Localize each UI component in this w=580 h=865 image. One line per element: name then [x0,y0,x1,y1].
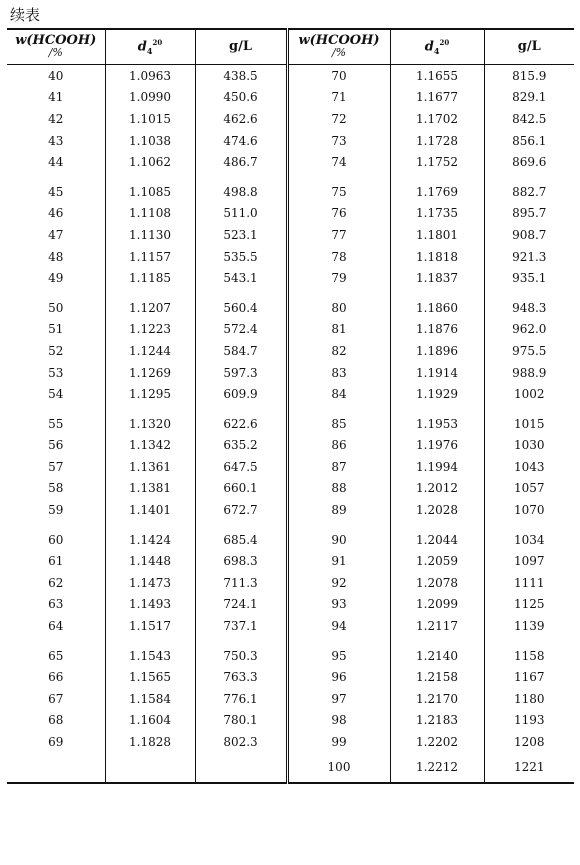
table-cell: 1.0963 [105,65,195,87]
table-cell: 62 [48,575,64,590]
table-cell: 40 [48,68,64,83]
table-row [7,181,574,203]
table-cell: 54 [48,387,64,402]
table-cell: 486.7 [195,151,287,173]
table-cell: 75 [287,181,390,203]
table-cell: 948.3 [484,297,574,319]
table-cell: 672.7 [195,499,287,521]
table-cell: 975.5 [484,340,574,362]
table-cell [484,405,574,413]
table-cell: 63 [48,597,64,612]
table-cell: 535.5 [195,246,287,268]
table-cell: 43 [48,133,64,148]
table-row [7,688,574,710]
table-cell: 1.1473 [105,572,195,594]
table-cell: 66 [48,670,64,685]
table-cell: 1208 [484,731,574,753]
table-cell: 1.1953 [390,413,484,435]
table-row [7,297,574,319]
table-row [7,666,574,688]
table-row [7,413,574,435]
table-cell [287,173,390,181]
table-cell: 1.1837 [390,267,484,289]
table-row [7,203,574,225]
table-cell: 72 [287,108,390,130]
header-gl-left: g/L [195,29,287,65]
table-cell: 584.7 [195,340,287,362]
table-cell: 90 [287,529,390,551]
table-cell: 572.4 [195,319,287,341]
table-cell: 1.1543 [105,645,195,667]
table-cell: 91 [287,550,390,572]
table-cell: 988.9 [484,362,574,384]
table-cell: 1.2140 [390,645,484,667]
table-cell: 1139 [484,615,574,637]
table-cell: 1097 [484,550,574,572]
table-row [7,572,574,594]
table-cell: 83 [287,362,390,384]
table-cell: 1.2059 [390,550,484,572]
table-cell: 73 [287,130,390,152]
table-cell: 869.6 [484,151,574,173]
table-row [7,456,574,478]
density-table [7,28,574,784]
table-cell: 80 [287,297,390,319]
table-cell: 1.1655 [390,65,484,87]
table-cell: 1043 [484,456,574,478]
table-cell [7,289,105,297]
table-cell: 1.1801 [390,224,484,246]
table-row [7,615,574,637]
table-cell: 60 [48,532,64,547]
table-cell: 50 [48,300,64,315]
table-row [7,319,574,341]
table-cell: 1221 [484,753,574,783]
table-cell: 1.1728 [390,130,484,152]
table-cell: 1.1584 [105,688,195,710]
table-cell: 597.3 [195,362,287,384]
table-cell [195,173,287,181]
table-cell: 908.7 [484,224,574,246]
table-cell: 1.1157 [105,246,195,268]
table-cell: 462.6 [195,108,287,130]
table-cell: 1.1085 [105,181,195,203]
table-cell [390,173,484,181]
table-cell: 1.1448 [105,550,195,572]
table-cell: 609.9 [195,383,287,405]
table-cell: 1.1769 [390,181,484,203]
table-cell: 44 [48,155,64,170]
table-cell: 1015 [484,413,574,435]
table-row [7,65,574,87]
table-cell: 41 [48,90,64,105]
table-cell [7,173,105,181]
table-cell: 45 [48,184,64,199]
table-cell: 750.3 [195,645,287,667]
table-cell: 46 [48,206,64,221]
table-cell: 1193 [484,710,574,732]
table-row [7,340,574,362]
table-cell: 1.2183 [390,710,484,732]
table-cell: 1.1994 [390,456,484,478]
table-cell [390,637,484,645]
table-cell [287,289,390,297]
table-cell: 86 [287,435,390,457]
table-cell [195,521,287,529]
table-cell: 53 [48,365,64,380]
table-cell: 56 [48,438,64,453]
table-cell: 1.1062 [105,151,195,173]
table-cell: 92 [287,572,390,594]
table-body [7,65,574,783]
table-cell: 89 [287,499,390,521]
table-cell: 1030 [484,435,574,457]
table-cell: 737.1 [195,615,287,637]
table-cell: 1.1876 [390,319,484,341]
table-caption: 续表 [10,6,41,24]
table-cell: 829.1 [484,87,574,109]
table-cell [287,521,390,529]
table-cell: 71 [287,87,390,109]
table-cell [105,637,195,645]
table-cell: 1.2158 [390,666,484,688]
table-cell [484,173,574,181]
row-group-gap [7,405,574,413]
table-cell: 1.1752 [390,151,484,173]
table-cell: 1.1976 [390,435,484,457]
table-row [7,645,574,667]
table-cell: 65 [48,648,64,663]
table-cell: 780.1 [195,710,287,732]
table-cell: 97 [287,688,390,710]
table-row [7,362,574,384]
table-cell [7,521,105,529]
table-cell [195,289,287,297]
table-cell: 1.2202 [390,731,484,753]
table-cell: 1.1565 [105,666,195,688]
table-cell: 1.1342 [105,435,195,457]
table-cell: 1180 [484,688,574,710]
table-cell: 685.4 [195,529,287,551]
table-cell: 99 [287,731,390,753]
table-cell: 724.1 [195,594,287,616]
table-cell: 1.1424 [105,529,195,551]
table-row [7,108,574,130]
table-cell: 1.2012 [390,478,484,500]
table-cell: 1.1517 [105,615,195,637]
table-cell [390,289,484,297]
table-cell [7,405,105,413]
row-group-gap [7,637,574,645]
table-cell: 1.1828 [105,731,195,753]
table-cell: 560.4 [195,297,287,319]
table-cell: 1.2212 [390,753,484,783]
table-row [7,478,574,500]
table-cell [484,637,574,645]
table-cell [287,405,390,413]
table-cell: 1070 [484,499,574,521]
table-row [7,710,574,732]
table-cell [484,289,574,297]
table-cell [105,405,195,413]
table-cell: 96 [287,666,390,688]
table-cell: 622.6 [195,413,287,435]
table-cell: 67 [48,691,64,706]
header-density-left: $d_4^{20}$ [105,29,195,65]
table-cell: 57 [48,459,64,474]
table-cell: 1.1860 [390,297,484,319]
table-cell: 543.1 [195,267,287,289]
table-cell: 1.2044 [390,529,484,551]
table-cell: 76 [287,203,390,225]
table-cell: 842.5 [484,108,574,130]
table-row-final [7,753,574,783]
table-cell: 1.1929 [390,383,484,405]
table-cell: 698.3 [195,550,287,572]
table-cell [7,753,105,783]
table-row [7,87,574,109]
header-mass-fraction-left: w(HCOOH) /% [7,29,105,65]
table-cell: 498.8 [195,181,287,203]
table-cell: 59 [48,503,64,518]
table-cell: 1.1130 [105,224,195,246]
table-header [7,29,574,65]
table-cell: 84 [287,383,390,405]
table-cell: 647.5 [195,456,287,478]
table-cell: 962.0 [484,319,574,341]
table-cell: 42 [48,111,64,126]
table-cell [195,753,287,783]
header-density-right: $d_4^{20}$ [390,29,484,65]
table-cell: 1.1295 [105,383,195,405]
table-cell: 474.6 [195,130,287,152]
table-cell: 78 [287,246,390,268]
table-row [7,151,574,173]
table-row [7,529,574,551]
header-mass-fraction-right: w(HCOOH) /% [287,29,390,65]
table-row [7,267,574,289]
table-cell: 88 [287,478,390,500]
table-row [7,435,574,457]
table-cell: 87 [287,456,390,478]
table-cell: 1002 [484,383,574,405]
table-cell: 47 [48,227,64,242]
table-cell: 51 [48,322,64,337]
table-cell: 856.1 [484,130,574,152]
table-cell: 1.1108 [105,203,195,225]
row-group-gap [7,521,574,529]
table-cell: 1.2170 [390,688,484,710]
table-cell: 61 [48,554,64,569]
table-cell: 763.3 [195,666,287,688]
table-cell: 77 [287,224,390,246]
table-cell: 660.1 [195,478,287,500]
table-cell: 70 [287,65,390,87]
table-cell: 85 [287,413,390,435]
table-cell [105,289,195,297]
table-cell: 1034 [484,529,574,551]
table-cell: 711.3 [195,572,287,594]
table-cell: 935.1 [484,267,574,289]
table-cell [7,637,105,645]
table-cell: 1.1493 [105,594,195,616]
table-cell: 81 [287,319,390,341]
table-cell: 93 [287,594,390,616]
table-cell: 1.1269 [105,362,195,384]
table-cell: 95 [287,645,390,667]
header-gl-right: g/L [484,29,574,65]
table-cell: 48 [48,249,64,264]
table-row [7,594,574,616]
table-cell: 1111 [484,572,574,594]
table-cell: 1.0990 [105,87,195,109]
table-cell: 1.1677 [390,87,484,109]
table-row [7,550,574,572]
table-row [7,224,574,246]
table-cell [105,753,195,783]
table-cell: 523.1 [195,224,287,246]
table-cell: 1.2099 [390,594,484,616]
table-cell: 776.1 [195,688,287,710]
table-cell: 1.1735 [390,203,484,225]
table-cell: 895.7 [484,203,574,225]
table-cell: 68 [48,713,64,728]
table-row [7,130,574,152]
table-cell: 1158 [484,645,574,667]
table-cell: 1.1320 [105,413,195,435]
table-cell: 1.1896 [390,340,484,362]
row-group-gap [7,289,574,297]
table-cell: 1.1818 [390,246,484,268]
table-cell: 1.2028 [390,499,484,521]
table-cell: 94 [287,615,390,637]
table-cell: 438.5 [195,65,287,87]
table-cell: 1167 [484,666,574,688]
table-cell: 1.1401 [105,499,195,521]
table-row [7,499,574,521]
table-row [7,731,574,753]
table-cell [390,521,484,529]
table-cell: 450.6 [195,87,287,109]
table-cell: 802.3 [195,731,287,753]
table-cell: 1.2078 [390,572,484,594]
table-cell: 1.1914 [390,362,484,384]
table-row [7,246,574,268]
table-cell: 79 [287,267,390,289]
table-cell: 1.1015 [105,108,195,130]
table-cell [105,521,195,529]
table-cell: 921.3 [484,246,574,268]
table-cell: 635.2 [195,435,287,457]
table-cell: 58 [48,481,64,496]
table-cell: 1.1702 [390,108,484,130]
table-cell: 100 [287,753,390,783]
table-cell: 52 [48,343,64,358]
table-row [7,383,574,405]
table-cell: 1.1207 [105,297,195,319]
table-cell: 82 [287,340,390,362]
table-cell: 1.1038 [105,130,195,152]
table-cell: 1.1381 [105,478,195,500]
table-cell: 69 [48,735,64,750]
table-cell: 1.1223 [105,319,195,341]
table-cell [195,637,287,645]
table-cell [105,173,195,181]
table-cell: 511.0 [195,203,287,225]
table-cell [390,405,484,413]
table-cell [287,637,390,645]
table-cell: 1.1185 [105,267,195,289]
table-cell: 49 [48,271,64,286]
table-cell: 55 [48,416,64,431]
table-cell: 74 [287,151,390,173]
table-cell: 1057 [484,478,574,500]
row-group-gap [7,173,574,181]
table-cell [195,405,287,413]
table-cell: 1.1604 [105,710,195,732]
table-cell: 882.7 [484,181,574,203]
table-cell: 1.1361 [105,456,195,478]
table-cell: 815.9 [484,65,574,87]
table-cell: 64 [48,619,64,634]
table-cell: 1125 [484,594,574,616]
table-cell: 1.2117 [390,615,484,637]
table-cell: 1.1244 [105,340,195,362]
table-cell: 98 [287,710,390,732]
table-cell [484,521,574,529]
